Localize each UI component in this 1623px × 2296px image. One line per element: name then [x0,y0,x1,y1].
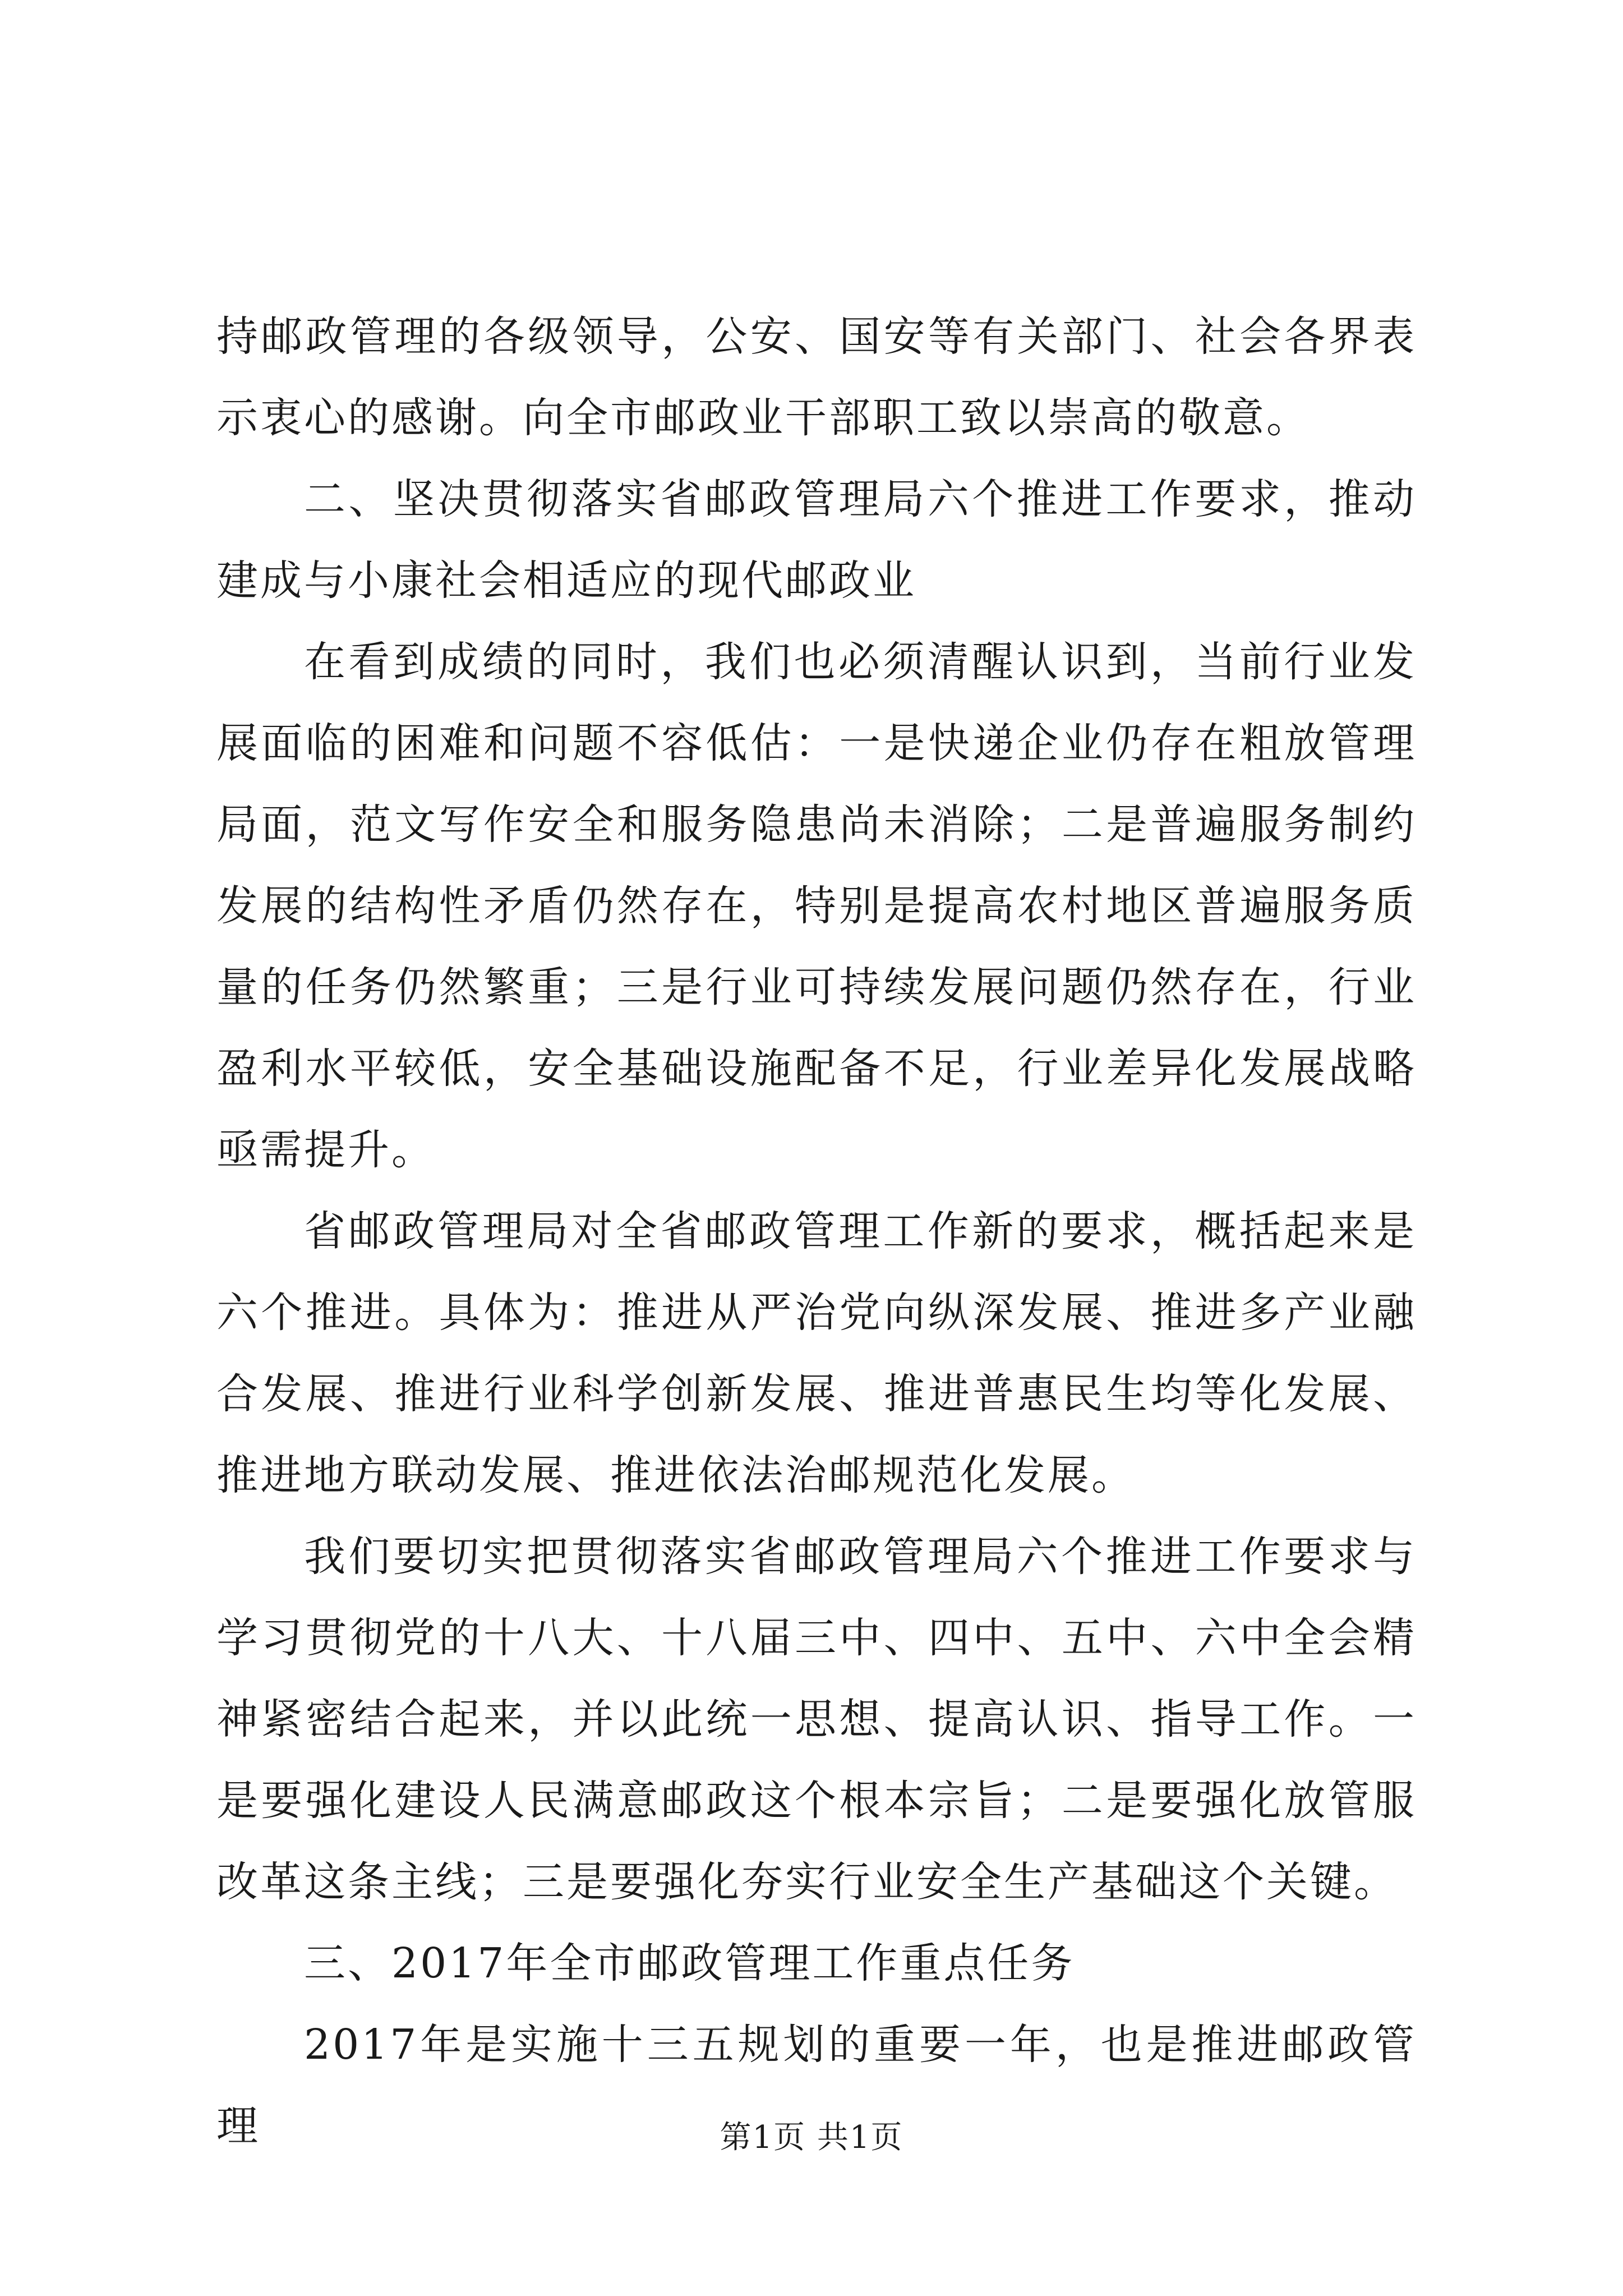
paragraph-4: 省邮政管理局对全省邮政管理工作新的要求，概括起来是六个推进。具体为：推进从严治党向纵深发展、推进多产业融合发展、推进行业科学创新发展、推进普惠民生均等化发展、推进地方联动发展、推进依法治邮规范化发展。 [216,1207,1417,1499]
paragraph-1: 持邮政管理的各级领导，公安、国安等有关部门、社会各界表示衷心的感谢。向全市邮政业干部职工致以崇高的敬意。 [216,312,1417,442]
paragraph-3: 在看到成绩的同时，我们也必须清醒认识到，当前行业发展面临的困难和问题不容低估：一是快递企业仍存在粗放管理局面，范文写作安全和服务隐患尚未消除；二是普遍服务制约发展的结构性矛盾仍然存在，特别是提高农村地区普遍服务质量的任务仍然繁重；三是行业可持续发展问题仍然存在，行业盈利水平较低，安全基础设施配备不足，行业差异化发展战略亟需提升。 [216,638,1417,1174]
section-heading-2: 二、坚决贯彻落实省邮政管理局六个推进工作要求，推动建成与小康社会相适应的现代邮政业 [216,475,1417,605]
paragraph-7: 2017年是实施十三五规划的重要一年，也是推进邮政管理 [216,2021,1417,2150]
section-heading-3: 三、2017年全市邮政管理工作重点任务 [304,1939,1075,1987]
document-body [216,296,1417,2167]
page-footer: 第1页 共1页 [720,2119,903,2156]
paragraph-5: 我们要切实把贯彻落实省邮政管理局六个推进工作要求与学习贯彻党的十八大、十八届三中、四中、五中、六中全会精神紧密结合起来，并以此统一思想、提高认识、指导工作。一是要强化建设人民满意邮政这个根本宗旨；二是要强化放管服改革这条主线；三是要强化夯实行业安全生产基础这个关键。 [216,1533,1417,1906]
